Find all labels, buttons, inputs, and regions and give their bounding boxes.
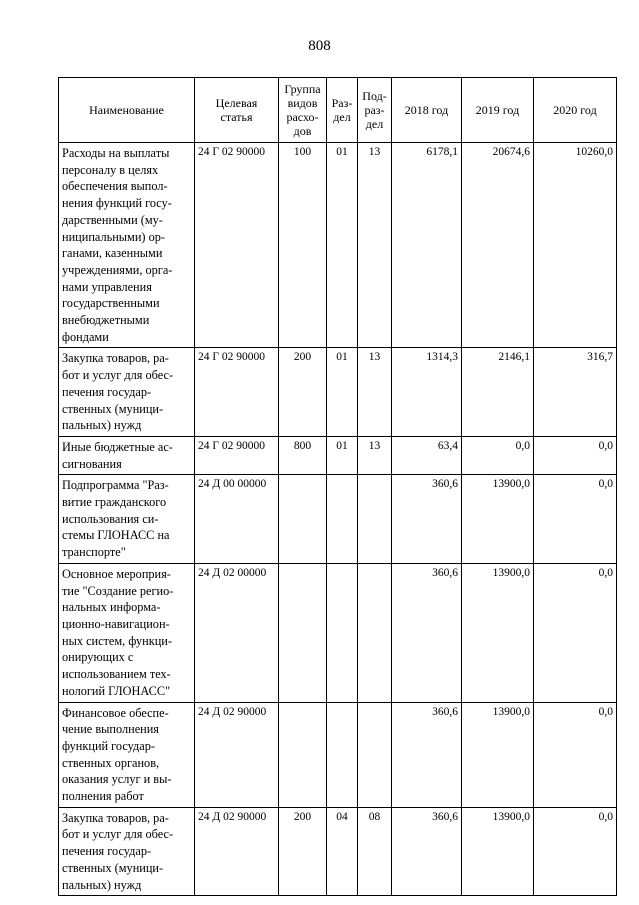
cell-year-2020: 316,7 (534, 348, 617, 437)
cell-name-line: ганами, казенными (62, 246, 163, 261)
cell-name-line: использования си- (62, 511, 159, 526)
cell-subsection (358, 563, 392, 702)
cell-subsection: 13 (358, 143, 392, 348)
budget-table (58, 77, 617, 896)
cell-year-2019: 13900,0 (462, 475, 534, 564)
cell-name-line: стемы ГЛОНАСС на (62, 528, 170, 543)
cell-name-line: нологий ГЛОНАСС" (62, 683, 171, 698)
cell-name-line: фондами (62, 329, 109, 344)
table-row (59, 348, 617, 437)
header-subsection-line: раз- (364, 103, 385, 117)
cell-target-article: 24 Д 00 00000 (195, 475, 279, 564)
header-name-label: Наименование (89, 103, 164, 117)
cell-year-2018: 6178,1 (392, 143, 462, 348)
header-subsection (358, 78, 392, 143)
cell-section: 01 (327, 143, 358, 348)
cell-year-2019: 0,0 (462, 436, 534, 474)
cell-expense-group (279, 475, 327, 564)
cell-name-line: Финансовое обеспе- (62, 705, 169, 720)
header-group-line: расхо- (286, 110, 319, 124)
header-section-line: Раз- (331, 96, 353, 110)
cell-name-line: нами управления (62, 279, 152, 294)
cell-name-line: тие "Создание регио- (62, 583, 174, 598)
cell-name-line: пальных) нужд (62, 877, 142, 892)
cell-name (59, 143, 195, 348)
cell-name-line: витие гражданского (62, 495, 167, 510)
cell-subsection: 08 (358, 807, 392, 896)
cell-name-line: Основное мероприя- (62, 566, 171, 581)
cell-name-line: полнения работ (62, 789, 144, 804)
cell-year-2018: 360,6 (392, 807, 462, 896)
cell-name-line: ных систем, функци- (62, 633, 172, 648)
cell-section (327, 475, 358, 564)
cell-expense-group: 100 (279, 143, 327, 348)
cell-expense-group: 200 (279, 348, 327, 437)
table-row (59, 475, 617, 564)
cell-section (327, 563, 358, 702)
cell-name-line: ственных органов, (62, 755, 160, 770)
cell-name-line: нения функций госу- (62, 196, 172, 211)
cell-name-line: внебюджетными (62, 313, 150, 328)
cell-name (59, 702, 195, 807)
cell-name-line: чение выполнения (62, 722, 159, 737)
cell-name-line: использованием тех- (62, 667, 171, 682)
cell-year-2019: 2146,1 (462, 348, 534, 437)
cell-subsection (358, 702, 392, 807)
cell-subsection: 13 (358, 348, 392, 437)
cell-section: 01 (327, 348, 358, 437)
header-name (59, 78, 195, 143)
cell-year-2019: 13900,0 (462, 563, 534, 702)
header-year-2020 (534, 78, 617, 143)
cell-name (59, 436, 195, 474)
cell-year-2018: 1314,3 (392, 348, 462, 437)
cell-year-2019: 13900,0 (462, 807, 534, 896)
cell-name-line: бот и услуг для обес- (62, 368, 174, 383)
header-group-line: дов (293, 124, 312, 138)
cell-target-article: 24 Г 02 90000 (195, 436, 279, 474)
header-expense-group (279, 78, 327, 143)
cell-name (59, 807, 195, 896)
cell-year-2020: 0,0 (534, 436, 617, 474)
header-group-line: видов (287, 96, 318, 110)
cell-subsection: 13 (358, 436, 392, 474)
header-section-line: дел (333, 110, 351, 124)
header-target-article (195, 78, 279, 143)
cell-name-line: ственных (муници- (62, 401, 164, 416)
cell-name-line: ственных (муници- (62, 860, 164, 875)
cell-name-line: дарственными (му- (62, 212, 163, 227)
cell-year-2020: 0,0 (534, 702, 617, 807)
cell-name-line: функций государ- (62, 738, 156, 753)
cell-name-line: ниципальными) ор- (62, 229, 165, 244)
cell-year-2019: 20674,6 (462, 143, 534, 348)
cell-name-line: учреждениями, орга- (62, 262, 173, 277)
table-body (59, 143, 617, 896)
cell-section: 04 (327, 807, 358, 896)
page-number: 808 (308, 38, 331, 54)
cell-name-line: Иные бюджетные ас- (62, 439, 173, 454)
header-group-line: Группа (284, 82, 321, 96)
cell-target-article: 24 Г 02 90000 (195, 143, 279, 348)
cell-subsection (358, 475, 392, 564)
cell-name-line: Закупка товаров, ра- (62, 351, 169, 366)
cell-target-article: 24 Д 02 00000 (195, 563, 279, 702)
header-subsection-line: дел (365, 117, 384, 131)
cell-year-2020: 10260,0 (534, 143, 617, 348)
cell-expense-group: 200 (279, 807, 327, 896)
header-year-label: 2020 год (553, 103, 597, 117)
cell-expense-group: 800 (279, 436, 327, 474)
table-row (59, 436, 617, 474)
header-target-line: статья (220, 110, 253, 124)
cell-name-line: онирующих с (62, 650, 134, 665)
cell-name-line: обеспечения выпол- (62, 179, 168, 194)
table-row (59, 807, 617, 896)
header-year-label: 2018 год (404, 103, 449, 117)
cell-name-line: транспорте" (62, 545, 126, 560)
cell-name-line: персоналу в целях (62, 162, 159, 177)
cell-name-line: Расходы на выплаты (62, 146, 170, 160)
cell-year-2018: 360,6 (392, 563, 462, 702)
header-year-label: 2019 год (475, 103, 520, 117)
cell-name-line: бот и услуг для обес- (62, 827, 174, 842)
cell-name (59, 475, 195, 564)
cell-name-line: Закупка товаров, ра- (62, 810, 169, 825)
cell-name-line: Подпрограмма "Раз- (62, 478, 169, 493)
cell-target-article: 24 Д 02 90000 (195, 807, 279, 896)
table-row (59, 563, 617, 702)
cell-target-article: 24 Д 02 90000 (195, 702, 279, 807)
cell-name-line: государственными (62, 296, 160, 311)
table-row (59, 143, 617, 348)
cell-section (327, 702, 358, 807)
cell-name-line: пальных) нужд (62, 418, 142, 433)
cell-name (59, 348, 195, 437)
cell-name-line: нальных информа- (62, 600, 161, 615)
cell-expense-group (279, 702, 327, 807)
cell-year-2020: 0,0 (534, 807, 617, 896)
header-section (327, 78, 358, 143)
cell-target-article: 24 Г 02 90000 (195, 348, 279, 437)
cell-name-line: сигнования (62, 456, 122, 471)
cell-expense-group (279, 563, 327, 702)
header-subsection-line: Под- (362, 89, 387, 103)
cell-name (59, 563, 195, 702)
header-year-2018 (392, 78, 462, 143)
cell-year-2019: 13900,0 (462, 702, 534, 807)
cell-year-2018: 360,6 (392, 475, 462, 564)
table-header-row (59, 78, 617, 143)
cell-year-2018: 360,6 (392, 702, 462, 807)
cell-name-line: ционно-навигацион- (62, 616, 170, 631)
cell-name-line: печения государ- (62, 844, 152, 859)
cell-year-2020: 0,0 (534, 563, 617, 702)
header-year-2019 (462, 78, 534, 143)
cell-year-2020: 0,0 (534, 475, 617, 564)
cell-section: 01 (327, 436, 358, 474)
cell-year-2018: 63,4 (392, 436, 462, 474)
table-row (59, 702, 617, 807)
cell-name-line: печения государ- (62, 384, 152, 399)
header-target-line: Целевая (215, 96, 258, 110)
cell-name-line: оказания услуг и вы- (62, 772, 172, 787)
